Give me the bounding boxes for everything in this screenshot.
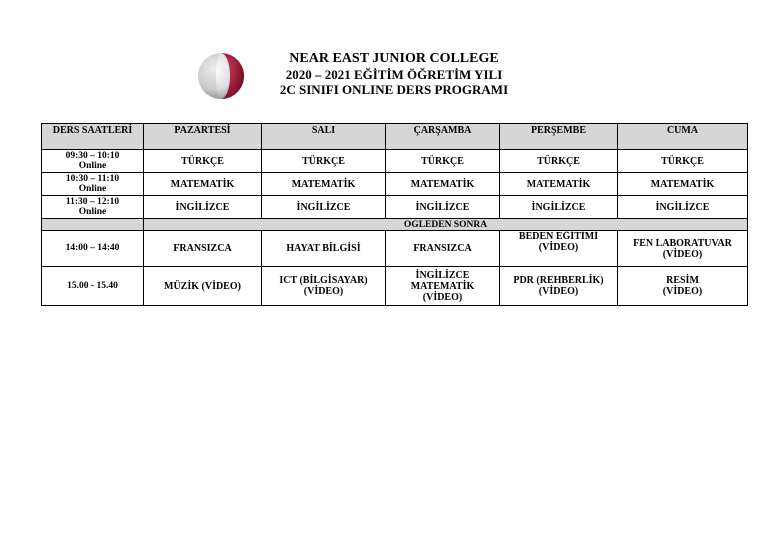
schedule-table (41, 123, 748, 306)
table-row (42, 231, 748, 267)
time-range: 10:30 – 11:10 (65, 173, 120, 184)
lesson-cell (618, 267, 748, 306)
lesson-line: (VİDEO) (662, 286, 703, 297)
lesson-line: (VİDEO) (422, 291, 463, 303)
lesson-line: MATEMATİK (410, 280, 475, 292)
table-row (42, 173, 748, 196)
lesson-cell: TÜRKÇE (386, 150, 500, 173)
lesson-cell: MATEMATİK (500, 173, 618, 196)
lesson-line: FEN LABORATUVAR (633, 237, 732, 249)
lesson-cell: MATEMATİK (262, 173, 386, 196)
lesson-cell: TÜRKÇE (618, 150, 748, 173)
lesson-cell (618, 231, 748, 267)
lesson-cell: İNGİLİZCE (144, 196, 262, 219)
time-cell (42, 173, 144, 196)
lesson-cell (386, 231, 500, 267)
time-range: 11:30 – 12:10 (65, 196, 120, 207)
lesson-cell: TÜRKÇE (500, 150, 618, 173)
lesson-line: BEDEN EĞİTİMİ (518, 231, 599, 242)
lesson-line: RESİM (666, 275, 699, 286)
schedule-title: 2C SINIFI ONLINE DERS PROGRAMI (279, 82, 509, 97)
table-row (42, 196, 748, 219)
lesson-cell (500, 231, 618, 267)
break-row (42, 219, 748, 231)
time-mode: Online (78, 207, 107, 217)
lesson-cell: İNGİLİZCE (262, 196, 386, 219)
column-header: CUMA (618, 124, 748, 150)
lesson-line: MÜZİK (VİDEO) (164, 280, 241, 292)
lesson-cell: MATEMATİK (144, 173, 262, 196)
lesson-cell (262, 267, 386, 306)
column-header: PERŞEMBE (500, 124, 618, 150)
lesson-line: FRANSIZCA (173, 243, 232, 254)
time-cell: 14:00 – 14:40 (42, 231, 144, 267)
lesson-line: (VİDEO) (538, 242, 579, 253)
table-row (42, 267, 748, 306)
time-mode: Online (78, 184, 107, 194)
time-cell (42, 196, 144, 219)
lesson-line: (VİDEO) (303, 286, 344, 297)
academic-year: 2020 – 2021 EĞİTİM ÖĞRETİM YILI (285, 66, 503, 82)
college-name: NEAR EAST JUNIOR COLLEGE (289, 51, 499, 66)
table-header-row (42, 124, 748, 150)
break-label: OGLEDEN SONRA (144, 219, 748, 231)
lesson-cell: İNGİLİZCE (386, 196, 500, 219)
time-mode: Online (78, 161, 107, 171)
lesson-cell (144, 267, 262, 306)
time-range: 09:30 – 10:10 (65, 150, 120, 161)
lesson-cell (500, 267, 618, 306)
lesson-line: ICT (BİLGİSAYAR) (279, 275, 368, 286)
lesson-line: (VİDEO) (662, 248, 703, 260)
column-header: ÇARŞAMBA (386, 124, 500, 150)
time-cell: 15.00 - 15.40 (42, 267, 144, 306)
lesson-line: FRANSIZCA (413, 243, 472, 254)
lesson-cell (144, 231, 262, 267)
lesson-cell: İNGİLİZCE (618, 196, 748, 219)
column-header: SALI (262, 124, 386, 150)
lesson-cell: İNGİLİZCE (500, 196, 618, 219)
document-title (260, 51, 528, 98)
lesson-cell: MATEMATİK (618, 173, 748, 196)
lesson-cell (386, 267, 500, 306)
lesson-line: PDR (REHBERLİK) (513, 275, 604, 286)
lesson-cell: TÜRKÇE (144, 150, 262, 173)
lesson-line: İNGİLİZCE (415, 269, 470, 281)
column-header: DERS SAATLERİ (42, 124, 144, 150)
college-logo-icon (197, 51, 245, 101)
column-header: PAZARTESİ (144, 124, 262, 150)
break-spacer-cell (42, 219, 144, 231)
lesson-cell: MATEMATİK (386, 173, 500, 196)
lesson-line: (VİDEO) (538, 286, 579, 297)
lesson-line: HAYAT BİLGİSİ (286, 243, 361, 254)
table-row (42, 150, 748, 173)
lesson-cell: TÜRKÇE (262, 150, 386, 173)
lesson-cell (262, 231, 386, 267)
time-cell (42, 150, 144, 173)
